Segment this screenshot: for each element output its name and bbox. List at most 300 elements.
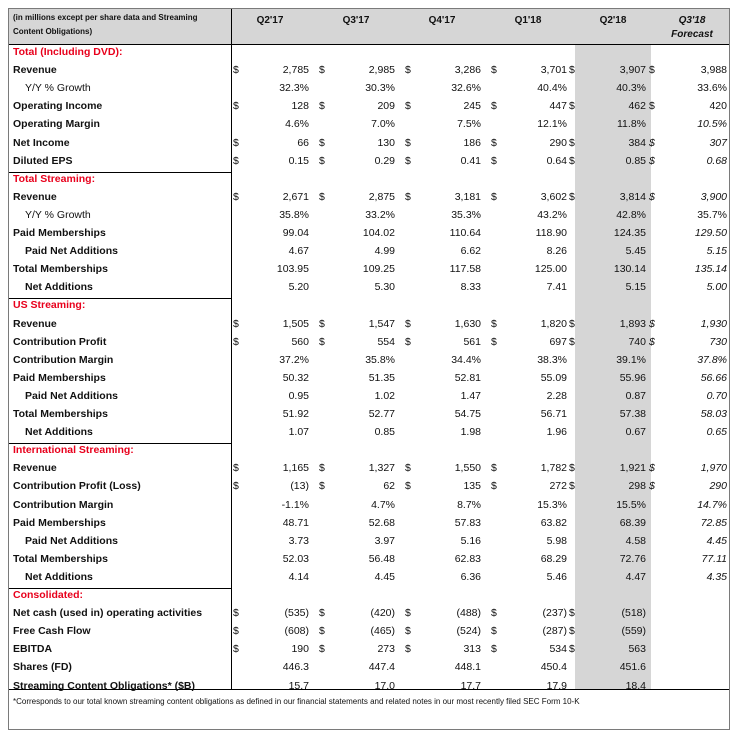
table-cell: 56.66: [700, 371, 727, 384]
table-cell: 57.83: [454, 516, 481, 529]
table-cell: 14.7%: [697, 498, 727, 511]
row-label: Total Memberships: [13, 552, 108, 565]
table-cell: 68.39: [619, 516, 646, 529]
table-cell: (13): [290, 480, 309, 493]
dollar-sign: $: [233, 154, 239, 167]
financial-table: [8, 8, 730, 730]
table-cell: 17.0: [374, 679, 395, 692]
dollar-sign: $: [233, 625, 239, 638]
dollar-sign: $: [649, 462, 655, 475]
table-cell: 35.8%: [365, 353, 395, 366]
row-label: Paid Net Additions: [25, 389, 118, 402]
table-cell: 99.04: [282, 227, 309, 239]
table-cell: 43.2%: [537, 208, 567, 221]
row-label: Contribution Margin: [13, 353, 114, 366]
row-label: Streaming Content Obligations* ($B): [13, 679, 196, 692]
dollar-sign: $: [569, 64, 575, 77]
table-cell: 58.03: [700, 408, 727, 420]
dollar-sign: $: [491, 136, 497, 149]
table-cell: 125.00: [534, 263, 567, 276]
forecast-label: Forecast: [671, 29, 713, 40]
dollar-sign: $: [233, 317, 239, 330]
table-cell: 3.73: [288, 534, 309, 547]
table-cell: 18.4: [625, 679, 646, 692]
dollar-sign: $: [569, 317, 575, 330]
col-q3-17: Q3'17: [342, 15, 370, 26]
dollar-sign: $: [491, 607, 497, 620]
table-cell: 57.38: [619, 408, 646, 420]
table-cell: 4.99: [374, 245, 395, 258]
table-cell: 37.2%: [279, 353, 309, 366]
table-cell: (488): [456, 607, 481, 620]
row-label: Revenue: [13, 64, 57, 77]
table-cell: 0.65: [706, 426, 727, 439]
section-heading: Total Streaming:: [13, 172, 96, 185]
table-cell: 56.48: [368, 552, 395, 565]
dollar-sign: $: [319, 136, 325, 149]
row-label: Diluted EPS: [13, 154, 73, 167]
table-cell: 32.6%: [451, 82, 481, 95]
dollar-sign: $: [319, 462, 325, 475]
dollar-sign: $: [319, 480, 325, 493]
table-cell: 1,547: [368, 317, 395, 330]
table-cell: 7.5%: [457, 118, 481, 131]
dollar-sign: $: [491, 317, 497, 330]
dollar-sign: $: [649, 136, 655, 149]
table-cell: 130: [377, 136, 395, 149]
table-cell: 11.8%: [617, 118, 646, 131]
table-cell: 72.85: [700, 516, 727, 529]
table-cell: 10.5%: [697, 118, 727, 131]
table-cell: 1,630: [454, 317, 481, 330]
table-cell: 135: [463, 480, 481, 493]
dollar-sign: $: [569, 607, 575, 620]
row-label: Net cash (used in) operating activities: [13, 607, 203, 620]
dollar-sign: $: [405, 64, 411, 77]
table-cell: 245: [463, 100, 481, 113]
table-cell: 68.29: [540, 552, 567, 565]
row-label: Y/Y % Growth: [25, 208, 91, 221]
units-note: (in millions except per share data and Streaming Content Obligations): [13, 13, 198, 36]
table-cell: 186: [463, 136, 481, 149]
dollar-sign: $: [491, 335, 497, 348]
table-cell: 0.29: [374, 154, 395, 167]
dollar-sign: $: [233, 643, 239, 656]
table-cell: 66: [297, 136, 309, 149]
row-label: Net Additions: [25, 426, 93, 439]
table-cell: 4.6%: [285, 118, 309, 131]
table-cell: 103.95: [276, 263, 309, 276]
table-cell: 5.15: [625, 281, 646, 294]
table-cell: 33.6%: [697, 82, 727, 95]
table-cell: 1,970: [700, 462, 727, 475]
table-cell: 462: [628, 100, 646, 113]
table-cell: (608): [284, 625, 309, 638]
row-label: Revenue: [13, 462, 57, 475]
table-cell: 40.4%: [537, 82, 567, 95]
dollar-sign: $: [233, 136, 239, 149]
table-cell: 12.1%: [537, 118, 567, 131]
table-cell: 3,814: [619, 190, 646, 203]
row-label: Free Cash Flow: [13, 625, 91, 638]
dollar-sign: $: [569, 100, 575, 113]
table-cell: 7.41: [546, 281, 567, 294]
dollar-sign: $: [569, 643, 575, 656]
table-cell: 4.7%: [371, 498, 395, 511]
table-cell: 51.35: [368, 371, 395, 384]
dollar-sign: $: [319, 643, 325, 656]
table-cell: 52.77: [368, 408, 395, 420]
table-cell: 447.4: [368, 661, 395, 674]
table-cell: 15.3%: [537, 498, 567, 511]
table-cell: 32.3%: [279, 82, 309, 95]
col-q4-17: Q4'17: [428, 15, 456, 26]
dollar-sign: $: [405, 136, 411, 149]
table-cell: 2.28: [546, 389, 567, 402]
row-label: Net Income: [13, 136, 70, 149]
table-cell: 54.75: [454, 408, 481, 420]
table-cell: 104.02: [362, 227, 395, 239]
col-q1-18: Q1'18: [514, 15, 542, 26]
table-cell: 1,327: [368, 462, 395, 475]
dollar-sign: $: [569, 190, 575, 203]
table-cell: 128: [291, 100, 309, 113]
table-cell: 1.47: [460, 389, 481, 402]
table-cell: 15.7: [288, 679, 309, 692]
section-heading: Consolidated:: [13, 589, 83, 601]
col-q2-18: Q2'18: [599, 15, 627, 26]
table-cell: 3,988: [700, 64, 727, 77]
table-cell: 0.64: [546, 154, 567, 167]
table-cell: 1,893: [619, 317, 646, 330]
dollar-sign: $: [491, 480, 497, 493]
dollar-sign: $: [569, 480, 575, 493]
table-cell: 0.41: [460, 154, 481, 167]
table-cell: 560: [291, 335, 309, 348]
dollar-sign: $: [491, 462, 497, 475]
dollar-sign: $: [405, 317, 411, 330]
table-cell: 0.87: [625, 389, 646, 402]
label-column-divider: [231, 9, 232, 689]
table-cell: 135.14: [694, 263, 727, 276]
table-cell: 77.11: [701, 552, 727, 565]
table-cell: 39.1%: [616, 353, 646, 366]
dollar-sign: $: [319, 317, 325, 330]
table-cell: 72.76: [619, 552, 646, 565]
table-cell: (237): [542, 607, 567, 620]
dollar-sign: $: [649, 154, 655, 167]
dollar-sign: $: [405, 643, 411, 656]
table-cell: 55.96: [619, 371, 646, 384]
table-cell: 4.14: [288, 570, 309, 583]
row-label: Operating Income: [13, 100, 103, 113]
table-cell: 0.95: [288, 389, 309, 402]
footnote: *Corresponds to our total known streaming content obligations as defined in our financial statements and related notes in our most recently filed SEC Form 10-K: [13, 697, 580, 706]
table-cell: 6.62: [460, 245, 481, 258]
table-cell: 52.68: [368, 516, 395, 529]
table-cell: 8.33: [460, 281, 481, 294]
dollar-sign: $: [233, 64, 239, 77]
table-cell: 110.64: [449, 227, 481, 239]
table-cell: 3,900: [700, 190, 727, 203]
table-cell: 5.30: [374, 281, 395, 294]
table-cell: 35.8%: [279, 208, 309, 221]
dollar-sign: $: [319, 64, 325, 77]
table-cell: 56.71: [540, 408, 567, 420]
dollar-sign: $: [319, 100, 325, 113]
table-cell: 190: [291, 643, 309, 656]
row-label: Contribution Margin: [13, 498, 114, 511]
table-cell: 15.5%: [616, 498, 646, 511]
table-cell: 3,286: [454, 64, 481, 77]
dollar-sign: $: [319, 154, 325, 167]
row-label: Revenue: [13, 317, 57, 330]
table-cell: 8.7%: [457, 498, 481, 511]
table-cell: 534: [549, 643, 567, 656]
dollar-sign: $: [319, 335, 325, 348]
table-cell: 0.70: [706, 389, 727, 402]
table-cell: 2,671: [282, 190, 309, 203]
dollar-sign: $: [491, 625, 497, 638]
row-label: Paid Net Additions: [25, 245, 118, 258]
dollar-sign: $: [233, 462, 239, 475]
dollar-sign: $: [405, 607, 411, 620]
table-cell: 0.85: [625, 154, 646, 167]
table-cell: (518): [621, 607, 646, 620]
dollar-sign: $: [569, 335, 575, 348]
row-label: Total Memberships: [13, 263, 108, 276]
table-cell: 42.8%: [616, 208, 646, 221]
table-cell: 62.83: [454, 552, 481, 565]
table-cell: 730: [709, 335, 727, 348]
table-cell: 4.58: [625, 534, 646, 547]
table-cell: 129.50: [694, 227, 727, 239]
dollar-sign: $: [405, 462, 411, 475]
dollar-sign: $: [491, 154, 497, 167]
table-cell: 448.1: [454, 661, 481, 674]
dollar-sign: $: [649, 190, 655, 203]
table-cell: (535): [284, 607, 309, 620]
row-label: Total Memberships: [13, 408, 108, 420]
table-cell: 1.98: [460, 426, 481, 439]
row-label: Paid Memberships: [13, 227, 106, 239]
dollar-sign: $: [649, 480, 655, 493]
dollar-sign: $: [491, 64, 497, 77]
row-label: Shares (FD): [13, 661, 72, 674]
table-cell: 307: [709, 136, 727, 149]
row-label: Paid Memberships: [13, 371, 106, 384]
dollar-sign: $: [233, 480, 239, 493]
table-cell: (287): [542, 625, 567, 638]
table-cell: 5.20: [288, 281, 309, 294]
table-cell: 3.97: [374, 534, 395, 547]
table-cell: 124.35: [613, 227, 646, 239]
table-cell: 34.4%: [451, 353, 481, 366]
table-cell: 273: [377, 643, 395, 656]
table-cell: 50.32: [282, 371, 309, 384]
table-cell: 384: [628, 136, 646, 149]
table-cell: 0.67: [625, 426, 646, 439]
table-cell: 1.02: [374, 389, 395, 402]
row-label: Revenue: [13, 190, 57, 203]
row-label: Y/Y % Growth: [25, 82, 91, 95]
dollar-sign: $: [405, 190, 411, 203]
table-cell: 290: [549, 136, 567, 149]
table-cell: 4.35: [706, 570, 727, 583]
dollar-sign: $: [491, 643, 497, 656]
section-divider: [9, 172, 231, 173]
table-cell: 451.6: [619, 661, 646, 674]
table-cell: 3,181: [454, 190, 481, 203]
table-cell: 118.90: [535, 227, 567, 239]
table-cell: 697: [549, 335, 567, 348]
table-cell: 48.71: [282, 516, 309, 529]
table-cell: 17.7: [460, 679, 481, 692]
table-cell: 5.98: [546, 534, 567, 547]
table-cell: 446.3: [282, 661, 309, 674]
table-cell: 420: [709, 100, 727, 113]
table-cell: 37.8%: [697, 353, 727, 366]
table-cell: 130.14: [613, 263, 646, 276]
row-label: Net Additions: [25, 570, 93, 583]
dollar-sign: $: [405, 100, 411, 113]
table-cell: 5.45: [625, 245, 646, 258]
dollar-sign: $: [405, 480, 411, 493]
table-cell: 313: [463, 643, 481, 656]
dollar-sign: $: [319, 607, 325, 620]
table-cell: 52.03: [282, 552, 309, 565]
dollar-sign: $: [405, 154, 411, 167]
table-cell: 62: [383, 480, 395, 493]
table-cell: 272: [549, 480, 567, 493]
table-cell: 561: [463, 335, 481, 348]
table-cell: 35.7%: [697, 208, 727, 221]
table-cell: (524): [456, 625, 481, 638]
row-label: Net Additions: [25, 281, 93, 294]
section-heading: US Streaming:: [13, 299, 86, 312]
table-cell: 1,165: [282, 462, 309, 475]
table-cell: 17.9: [546, 679, 567, 692]
table-cell: 1,930: [700, 317, 727, 330]
table-cell: (420): [370, 607, 395, 620]
table-cell: 5.16: [460, 534, 481, 547]
table-cell: 298: [628, 480, 646, 493]
table-cell: 5.15: [706, 245, 727, 258]
table-cell: 4.47: [625, 570, 646, 583]
table-cell: 554: [377, 335, 395, 348]
row-label: EBITDA: [13, 643, 53, 656]
row-label: Paid Net Additions: [25, 534, 118, 547]
table-cell: 2,785: [282, 64, 309, 77]
table-cell: 55.09: [540, 371, 567, 384]
table-cell: 290: [709, 480, 727, 493]
table-cell: 35.3%: [451, 208, 481, 221]
table-cell: 8.26: [546, 245, 567, 258]
table-cell: 1.07: [288, 426, 309, 439]
table-cell: 51.92: [282, 408, 309, 420]
dollar-sign: $: [569, 154, 575, 167]
table-cell: 33.2%: [365, 208, 395, 221]
dollar-sign: $: [569, 136, 575, 149]
section-divider: [9, 588, 231, 589]
dollar-sign: $: [491, 190, 497, 203]
dollar-sign: $: [569, 625, 575, 638]
table-cell: 563: [628, 643, 646, 656]
dollar-sign: $: [649, 317, 655, 330]
table-cell: 447: [549, 100, 567, 113]
dollar-sign: $: [649, 335, 655, 348]
dollar-sign: $: [491, 100, 497, 113]
table-cell: 2,985: [368, 64, 395, 77]
table-cell: 6.36: [460, 570, 481, 583]
table-cell: 117.58: [449, 263, 481, 276]
dollar-sign: $: [319, 190, 325, 203]
table-cell: 30.3%: [365, 82, 395, 95]
table-cell: 1.96: [546, 426, 567, 439]
table-cell: 740: [628, 335, 646, 348]
dollar-sign: $: [405, 335, 411, 348]
table-cell: 3,907: [619, 64, 646, 77]
dollar-sign: $: [649, 64, 655, 77]
section-heading: International Streaming:: [13, 444, 134, 457]
header-divider: [9, 44, 729, 45]
table-cell: 1,921: [619, 462, 646, 475]
table-cell: 3,602: [540, 190, 567, 203]
table-cell: 109.25: [362, 263, 395, 276]
table-cell: 1,782: [540, 462, 567, 475]
dollar-sign: $: [405, 625, 411, 638]
table-cell: 0.68: [706, 154, 727, 167]
table-cell: 5.46: [546, 570, 567, 583]
section-heading: Total (Including DVD):: [13, 46, 123, 58]
table-cell: 1,505: [282, 317, 309, 330]
section-divider: [9, 443, 231, 444]
table-cell: 4.45: [706, 534, 727, 547]
table-cell: -1.1%: [281, 498, 309, 511]
table-cell: 5.00: [706, 281, 727, 294]
col-q3-18: Q3'18: [678, 15, 706, 26]
dollar-sign: $: [233, 335, 239, 348]
col-q2-17: Q2'17: [256, 15, 284, 26]
table-cell: 450.4: [540, 661, 567, 674]
section-divider: [9, 298, 231, 299]
table-cell: (465): [370, 625, 395, 638]
dollar-sign: $: [569, 462, 575, 475]
row-label: Contribution Profit: [13, 335, 107, 348]
dollar-sign: $: [649, 100, 655, 113]
table-cell: 2,875: [368, 190, 395, 203]
table-cell: 1,820: [540, 317, 567, 330]
table-cell: 0.15: [288, 154, 309, 167]
table-cell: 63.82: [540, 516, 567, 529]
table-cell: 209: [377, 100, 395, 113]
table-cell: 4.67: [288, 245, 309, 258]
table-cell: 4.45: [374, 570, 395, 583]
table-cell: 52.81: [454, 371, 481, 384]
table-cell: 0.85: [374, 426, 395, 439]
dollar-sign: $: [233, 607, 239, 620]
table-cell: 7.0%: [371, 118, 395, 131]
dollar-sign: $: [319, 625, 325, 638]
table-cell: 40.3%: [616, 82, 646, 95]
row-label: Operating Margin: [13, 118, 100, 131]
row-label: Paid Memberships: [13, 516, 106, 529]
row-label: Contribution Profit (Loss): [13, 480, 141, 493]
dollar-sign: $: [233, 100, 239, 113]
table-cell: 3,701: [540, 64, 567, 77]
table-cell: (559): [621, 625, 646, 638]
table-cell: 38.3%: [537, 353, 567, 366]
